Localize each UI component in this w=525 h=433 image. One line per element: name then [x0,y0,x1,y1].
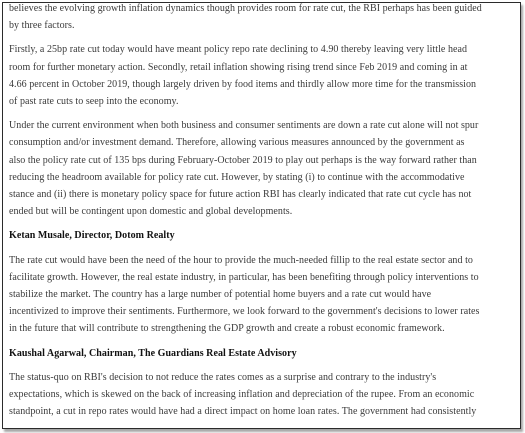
text-line: stance and (ii) there is monetary policy space for future action RBI has clearly indicated that rate cut cycle has not [9,189,472,201]
text-line: ended but will be contingent upon domestic and global developments. [9,206,293,218]
article-paragraph [9,252,513,338]
text-line: of past rate cuts to seep into the economy. [9,96,179,108]
speaker-heading [9,227,513,244]
article-paragraph [9,117,513,220]
speaker-heading [9,345,513,362]
text-line: in the future that will contribute to strengthening the GDP growth and create a robust economic framework. [9,323,445,335]
text-line: also the policy rate cut of 135 bps during February-October 2019 to play out perhaps is the way forward rather than [9,154,477,166]
text-line: stabilize the market. The country has a large number of potential home buyers and a rate cut would have [9,289,432,301]
text-line: Firstly, a 25bp rate cut today would have meant policy repo rate declining to 4.90 thereby leaving very little head [9,44,468,56]
text-line: by three factors. [9,20,75,32]
text-line: standpoint, a cut in repo rates would have had a direct impact on home loan rates. The government had consistently [9,406,477,418]
article-paragraph [9,2,513,34]
text-line: believes the evolving growth inflation dynamics though provides room for rate cut, the RBI perhaps has been guided [9,3,482,14]
text-line: expectations, which is skewed on the back of increasing inflation and depreciation of the rupee. From an economic [9,389,475,401]
text-line: The rate cut would have been the need of the hour to provide the much-needed fillip to the real estate sector and to [9,254,473,266]
article-paragraph [9,41,513,110]
text-line: Under the current environment when both business and consumer sentiments are down a rate cut alone will not spur [9,120,479,132]
text-line: Ketan Musale, Director, Dotom Realty [9,230,175,242]
text-line: consumption and/or investment demand. Therefore, allowing various measures announced by the government as [9,137,465,149]
text-line: The status-quo on RBI's decision to not reduce the rates comes as a surprise and contrary to the industry's [9,371,437,383]
text-line: 4.66 percent in October 2019, though largely driven by food items and thirdly allow more time for the transmission [9,78,477,90]
text-line: incentivized to improve their sentiments. Furthermore, we look forward to the government's decisions to lower rates [9,306,480,318]
text-line: Kaushal Agarwal, Chairman, The Guardians Real Estate Advisory [9,347,297,359]
article-body [9,2,513,427]
text-line: reducing the headroom available for policy rate cut. However, by stating (i) to continue with the accommodative [9,171,465,183]
article-paragraph [9,369,513,421]
text-line: facilitate growth. However, the real estate industry, in particular, has been benefiting through policy interventions to [9,271,479,283]
article-frame [2,2,521,429]
text-line: room for further monetary action. Secondly, retail inflation showing rising trend since Feb 2019 and coming in at [9,61,468,73]
